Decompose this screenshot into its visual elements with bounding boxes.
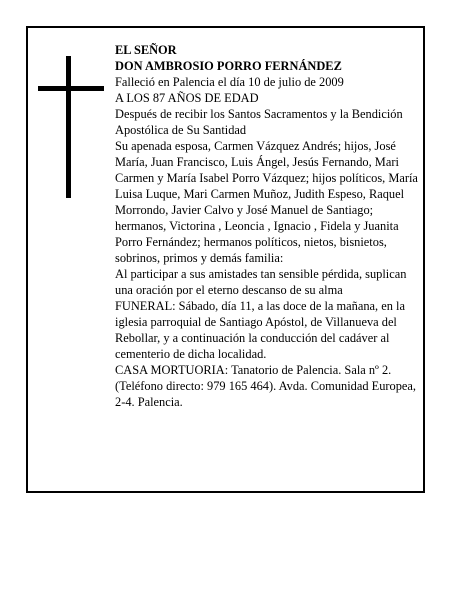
obituary-notice: [26, 26, 425, 493]
family-paragraph: Su apenada esposa, Carmen Vázquez Andrés; hijos, José María, Juan Francisco, Luis Ángel, Jesús Fernando, Mari Carmen y María Isabel Porro Vázquez; hijos políticos, María Luisa Luque, Mari Carmen Muñoz, Judith Espeso, Raquel Morrondo, Javier Calvo y José Manuel de Santiago; hermanos, Victorina , Leoncia , Ignacio , Fidela y Juanita Porro Fernández; hermanos políticos, nietos, bisnietos, sobrinos, primos y demás familia:: [115, 139, 418, 265]
deceased-name: DON AMBROSIO PORRO FERNÁNDEZ: [115, 59, 342, 73]
mortuary-paragraph: CASA MORTUORIA: Tanatorio de Palencia. Sala nº 2. (Teléfono directo: 979 165 464). Avda. Comunidad Europea, 2-4. Palencia.: [115, 363, 417, 409]
death-info: Falleció en Palencia el día 10 de julio de 2009: [115, 75, 344, 89]
age-line: A LOS 87 AÑOS DE EDAD: [115, 91, 259, 105]
funeral-paragraph: FUNERAL: Sábado, día 11, a las doce de la mañana, en la iglesia parroquial de Santiago Apóstol, de Villanueva del Rebollar, y a continuación la conducción del cadáver al cementerio de dicha localidad.: [115, 299, 405, 361]
cross-horizontal-bar: [38, 86, 104, 91]
notice-text: [115, 42, 423, 410]
title-line-1: EL SEÑOR: [115, 43, 177, 57]
sacraments-paragraph: Después de recibir los Santos Sacramentos y la Bendición Apostólica de Su Santidad: [115, 107, 403, 137]
cross-vertical-bar: [66, 56, 71, 198]
request-paragraph: Al participar a sus amistades tan sensible pérdida, suplican una oración por el eterno descanso de su alma: [115, 267, 407, 297]
cross-icon: [38, 56, 104, 198]
